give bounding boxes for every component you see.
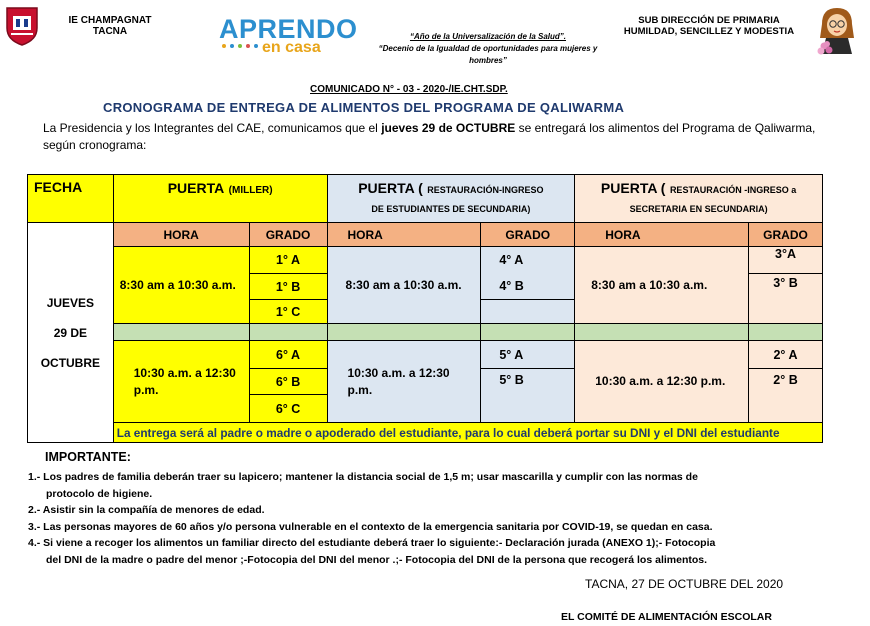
table-row [28, 247, 823, 274]
list-item: 2.- Asistir sin la compañía de menores de edad. [28, 504, 265, 516]
grade-2b: 2° B [748, 369, 822, 423]
grades-4: 4° A 4° B [481, 247, 575, 300]
grade-5a: 5° A [481, 341, 575, 369]
grade-3a: 3°A [748, 247, 822, 274]
document-title: CRONOGRAMA DE ENTREGA DE ALIMENTOS DEL PROGRAMA DE QALIWARMA [103, 100, 625, 115]
fecha-header: FECHA [28, 175, 114, 223]
important-list [28, 469, 828, 568]
list-item: 4.- Si viene a recoger los alimentos un familiar directo del estudiante deberá traer lo siguiente:- Declaración jurada (ANEXO 1);- Fotocopia [28, 537, 716, 549]
grado-header-3: GRADO [748, 223, 822, 247]
afternoon-time-estudiantes: 10:30 a.m. a 12:30 p.m. [327, 341, 481, 423]
intro-paragraph: La Presidencia y los Integrantes del CAE, comunicamos que el jueves 29 de OCTUBRE se entregará los alimentos del Programa de Qaliwarma, según cronograma: [43, 121, 816, 152]
morning-time-estudiantes: 8:30 am a 10:30 a.m. [327, 247, 481, 324]
note-row [28, 423, 823, 443]
morning-time-secretaria: 8:30 am a 10:30 a.m. [575, 247, 749, 324]
list-item: 3.- Las personas mayores de 60 años y/o persona vulnerable en el contexto de la emergencia sanitaria por COVID-19, se quedan en casa. [28, 520, 713, 533]
grado-header-2: GRADO [481, 223, 575, 247]
sub-direction: SUB DIRECCIÓN DE PRIMARIA HUMILDAD, SENCILLEZ Y MODESTIA [623, 15, 795, 37]
grade-6a: 6° A [249, 341, 327, 369]
afternoon-time-secretaria: 10:30 a.m. a 12:30 p.m. [575, 341, 749, 423]
hora-header-2: HORA [327, 223, 481, 247]
list-item: 1.- Los padres de familia deberán traer su lapicero; mantener la distancia social de 1,5 m; usar mascarilla y cumplir con las normas de [28, 471, 698, 483]
school-name: IE CHAMPAGNAT TACNA [68, 15, 152, 37]
afternoon-time-miller: 10:30 a.m. a 12:30 p.m. [113, 341, 249, 423]
table-row [28, 341, 823, 369]
separator-row [28, 324, 823, 341]
grade-5b: 5° B [481, 369, 575, 423]
aprendo-logo-text: APRENDO [219, 14, 358, 44]
grado-header-1: GRADO [249, 223, 327, 247]
table-header-row [28, 175, 823, 223]
comunicado-number: COMUNICADO N° - 03 - 2020-/IE.CHT.SDP. [310, 84, 508, 95]
puerta-restauracion-secretaria-header: PUERTA ( RESTAURACIÓN -INGRESO a SECRETARIA EN SECUNDARIA) [575, 175, 823, 223]
grade-6c: 6° C [249, 395, 327, 423]
signature-committee: EL COMITÉ DE ALIMENTACIÓN ESCOLAR [561, 611, 772, 623]
year-motto: “Año de la Universalización de la Salud”. “Decenio de la Igualdad de oportunidades para mujeres y hombres” [378, 32, 598, 65]
grade-1c: 1° C [249, 300, 327, 324]
importante-heading: IMPORTANTE: [45, 450, 131, 464]
blank-cell [481, 300, 575, 324]
grade-1a: 1° A [249, 247, 327, 274]
morning-time-miller: 8:30 am a 10:30 a.m. [113, 247, 249, 324]
aprendo-logo-dots [221, 43, 261, 49]
fecha-cell: JUEVES 29 DE OCTUBRE [28, 223, 114, 443]
school-shield-logo [5, 6, 39, 46]
puerta-restauracion-estudiantes-header: PUERTA ( RESTAURACIÓN-INGRESO DE ESTUDIANTES DE SECUNDARIA) [327, 175, 575, 223]
aprendo-logo-subtext: en casa [262, 39, 321, 56]
grade-1b: 1° B [249, 274, 327, 300]
teacher-cartoon-icon [812, 4, 862, 56]
hora-grado-header-row [28, 223, 823, 247]
hora-header-3: HORA [575, 223, 749, 247]
schedule-table [27, 174, 823, 443]
delivery-note: La entrega será al padre o madre o apoderado del estudiante, para lo cual deberá portar su DNI y el DNI del estudiante [113, 423, 822, 443]
list-item: protocolo de higiene. [46, 487, 153, 500]
grade-3b: 3° B [748, 274, 822, 324]
hora-header-1: HORA [113, 223, 249, 247]
grade-6b: 6° B [249, 369, 327, 395]
document-date: TACNA, 27 DE OCTUBRE DEL 2020 [585, 577, 784, 591]
grade-2a: 2° A [748, 341, 822, 369]
puerta-miller-header: PUERTA (MILLER) [113, 175, 327, 223]
list-item: del DNI de la madre o padre del menor ;-Fotocopia del DNI del menor .;- Fotocopia del DNI de la persona que recogerá los alimentos. [46, 553, 708, 566]
